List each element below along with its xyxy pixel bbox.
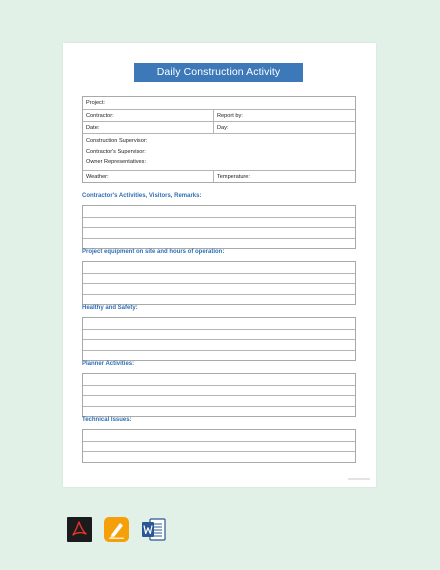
entry-line <box>83 283 355 294</box>
entry-line <box>83 385 355 396</box>
date-row <box>83 121 355 133</box>
entry-lines <box>82 261 356 305</box>
entry-line <box>83 227 355 238</box>
entry-line <box>83 217 355 228</box>
weather-label: Weather: <box>83 171 214 182</box>
project-row <box>83 97 355 109</box>
section-title: Contractor's Activities, Visitors, Remarks: <box>82 193 202 199</box>
date-label: Date: <box>83 122 214 133</box>
section-title: Planner Activities: <box>82 361 135 367</box>
section-title: Project equipment on site and hours of operation: <box>82 249 225 255</box>
day-label: Day: <box>217 124 229 131</box>
pages-icon[interactable] <box>104 517 129 542</box>
entry-line <box>83 206 355 217</box>
contractor-row <box>83 109 355 121</box>
section-technical-issues <box>82 415 356 463</box>
contractor-label: Contractor: <box>83 110 214 121</box>
info-table <box>82 96 356 183</box>
word-icon[interactable] <box>141 517 166 542</box>
entry-lines <box>82 429 356 463</box>
entry-lines <box>82 317 356 361</box>
entry-line <box>83 374 355 385</box>
entry-line <box>83 329 355 340</box>
section-title: Technical Issues: <box>82 417 132 423</box>
report-by-label: Report by: <box>217 112 243 119</box>
acrobat-pdf-icon[interactable] <box>67 517 92 542</box>
section-title: Healthy and Safety: <box>82 305 138 311</box>
contractors-supervisor-label: Contractor's Supervisor: <box>86 148 146 155</box>
entry-line <box>83 262 355 273</box>
owner-representatives-label: Owner Representatives: <box>86 159 147 165</box>
section-planner-activities <box>82 359 356 417</box>
construction-supervisor-label: Construction Supervisor: <box>86 138 148 144</box>
entry-line <box>83 273 355 284</box>
entry-line <box>83 430 355 441</box>
entry-line <box>83 451 355 462</box>
entry-lines <box>82 373 356 417</box>
entry-line <box>83 339 355 350</box>
section-project-equipment <box>82 247 356 305</box>
section-health-safety <box>82 303 356 361</box>
supervisors-row <box>83 133 355 170</box>
format-icons <box>67 517 166 542</box>
document-title: Daily Construction Activity <box>134 63 303 82</box>
weather-row <box>83 170 355 182</box>
project-label: Project: <box>86 100 105 106</box>
temperature-label: Temperature: <box>217 173 250 180</box>
section-contractor-activities <box>82 191 356 249</box>
footer-watermark <box>348 478 370 480</box>
entry-line <box>83 318 355 329</box>
entry-lines <box>82 205 356 249</box>
entry-line <box>83 441 355 452</box>
entry-line <box>83 395 355 406</box>
document-page <box>63 43 376 487</box>
